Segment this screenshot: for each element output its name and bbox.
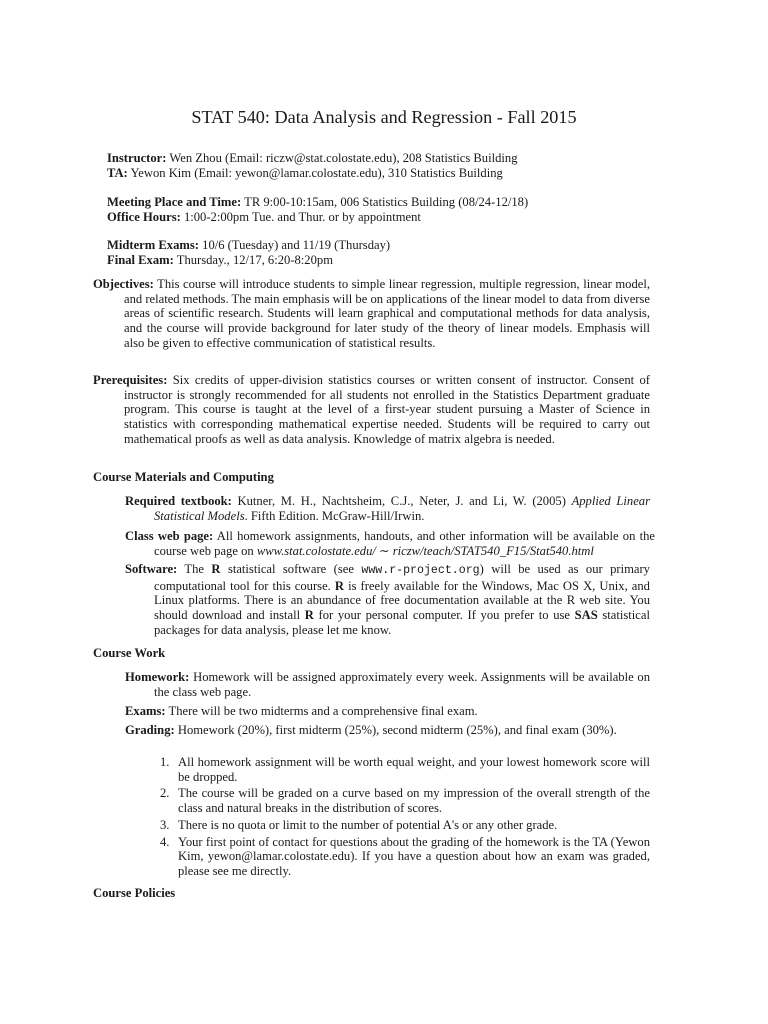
textbook-title: Applied Linear Statistical Models [154,494,650,523]
textbook-entry: Required textbook: Kutner, M. H., Nachtsheim, C.J., Neter, J. and Li, W. (2005) Applied Linear Statistical Models. Fifth Edition. McGraw-Hill/Irwin. [125,494,650,523]
final-exam-line: Final Exam: Thursday., 12/17, 6:20-8:20pm [107,252,333,267]
schedule-info [107,195,667,224]
meeting-line: Meeting Place and Time: TR 9:00-10:15am, 006 Statistics Building (08/24-12/18) [107,195,529,209]
software-entry: Software: The R statistical software (see www.r-project.org) will be used as our primary computational tool for this course. R is freely available for the Windows, Mac OS X, Unix, and Linux platforms. There is an abundance of free documentation available at the R web site. You should download and install R for your personal computer. If you prefer to use SAS statistical packages for data analysis, please let me know. [125,562,650,637]
list-item: 3. There is no quota or limit to the number of potential A's or any other grade. [160,817,558,832]
homework-entry: Homework: Homework will be assigned approximately every week. Assignments will be available on the class web page. [125,670,650,699]
section-heading-materials: Course Materials and Computing [93,470,274,484]
ta-line: TA: Yewon Kim (Email: yewon@lamar.colostate.edu), 310 Statistics Building [107,165,503,180]
exams-entry: Exams: There will be two midterms and a comprehensive final exam. [125,704,478,718]
midterm-line: Midterm Exams: 10/6 (Tuesday) and 11/19 (Thursday) [107,238,391,252]
class-web-page-entry: Class web page: All homework assignments, handouts, and other information will be available on the course web page on www.stat.colostate.edu/ ∼ riczw/teach/STAT540_F15/Stat540.html [125,529,655,558]
prerequisites-paragraph: Prerequisites: Six credits of upper-division statistics courses or written consent of instructor. Consent of instructor is strongly recommended for all students not enrolled in the Statistics Department graduate program. This course is taught at the level of a first-year student pursuing a Master of Science in statistics with corresponding mathematical expertise needed. Students will be required to carry out mathematical proofs as well as data analysis. Knowledge of matrix algebra is needed. [93,373,650,446]
section-heading-course-work: Course Work [93,646,166,660]
r-project-link[interactable]: www.r-project.org [361,564,480,577]
course-web-link[interactable]: www.stat.colostate.edu/ ∼ riczw/teach/STAT540_F15/Stat540.html [256,543,594,558]
grading-entry: Grading: Homework (20%), first midterm (25%), second midterm (25%), and final exam (30%). [125,723,617,737]
list-item: 1. All homework assignment will be worth equal weight, and your lowest homework score will be dropped. [160,755,650,784]
list-item: 4. Your first point of contact for questions about the grading of the homework is the TA (Yewon Kim, yewon@lamar.colostate.edu). If you have a question about how an exam was graded, please see me directly. [160,834,650,878]
office-hours-line: Office Hours: 1:00-2:00pm Tue. and Thur. or by appointment [107,209,421,224]
grading-notes-list [160,755,650,881]
section-heading-policies: Course Policies [93,886,176,900]
instructor-line: Instructor: Wen Zhou (Email: riczw@stat.colostate.edu), 208 Statistics Building [107,151,518,165]
contact-info [107,151,667,180]
list-item: 2. The course will be graded on a curve based on my impression of the overall strength of the class and natural breaks in the distribution of scores. [160,786,650,816]
exam-info [107,238,667,267]
objectives-paragraph: Objectives: This course will introduce students to simple linear regression, multiple regression, linear model, and related methods. The main emphasis will be on applications of the linear model to data from diverse areas of scientific research. Students will learn graphical and computational methods for data analysis, and the course will provide background for later study of the theory of linear models. Emphasis will also be given to effective communication of statistical results. [93,277,650,350]
document-title: STAT 540: Data Analysis and Regression - Fall 2015 [191,107,577,127]
